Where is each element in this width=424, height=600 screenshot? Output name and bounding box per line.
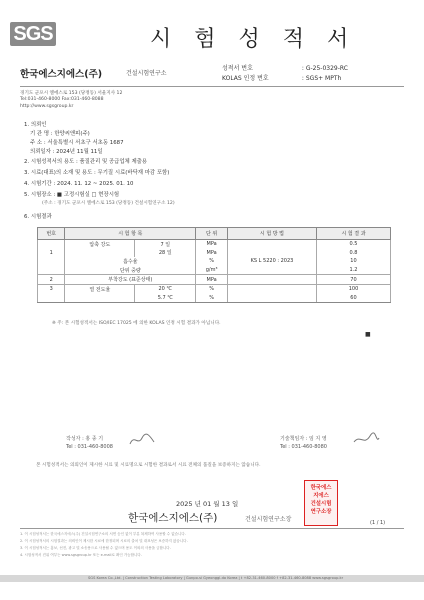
table-row	[38, 275, 391, 285]
row-result: 100	[316, 284, 390, 293]
row-item	[65, 249, 135, 258]
row-number	[38, 257, 65, 266]
end-mark: ■	[365, 331, 371, 338]
row-item: 흡수율	[65, 257, 196, 266]
row-method	[227, 249, 316, 258]
footer-line: 1. 이 시험성적서는 한국에스지에스(주) 건설시험연구소의 서면 승인 없이 부분 복제하여 사용할 수 없습니다.	[20, 532, 186, 536]
address-line: 경기도 군포시 엘에스로 153 (당정동) 서울지사 12	[20, 91, 123, 96]
issuer-subtitle: 건설시험연구소장	[245, 516, 292, 523]
approver-signature	[352, 432, 380, 448]
accreditation-value: SGS+ MPTh	[305, 75, 342, 82]
client-name-row: 기 관 명 : 한양씨앤피(주)	[30, 131, 90, 137]
accreditation-label: KOLAS 인정 번호	[222, 75, 269, 82]
row-result: 0.8	[316, 249, 390, 258]
row-number: 3	[38, 284, 65, 293]
client-name: 한양씨앤피(주)	[54, 131, 90, 137]
row-number	[38, 294, 65, 303]
page-number: (1 / 1)	[370, 520, 386, 526]
client-address: 서울특별시 서초구 서초동 1687	[47, 140, 124, 146]
row-item: 부착강도 (표준상태)	[65, 275, 196, 285]
row-unit: g/m³	[196, 266, 228, 275]
row-item: 열 전도율	[65, 284, 135, 293]
row-subitem: 28 일	[135, 249, 196, 258]
header-method: 시 험 방 법	[227, 228, 316, 240]
report-number-value: G-25-0329-RC	[305, 65, 348, 72]
receipt-date: 2024년 11월 11일	[56, 149, 103, 155]
row-result: 10	[316, 257, 390, 266]
row-unit: MPa	[196, 275, 228, 285]
row-item: 압축 강도	[65, 240, 135, 249]
approver-tel: Tel : 031-460-8080	[280, 444, 327, 450]
confirm-text: 본 시험성적서는 의뢰인이 제시한 시료 및 시료명으로 시험한 결과로서 시료 전체의 품질을 보증하지는 않습니다.	[36, 463, 261, 468]
accreditation-row: KOLAS 인정 번호 : SGS+ MPTh	[222, 75, 342, 82]
writer-signature	[128, 432, 156, 448]
row-number	[38, 266, 65, 275]
test-location-note: (주소 : 경기도 군포시 엘에스로 153 (당정동) 건설시험연구소 12)	[42, 201, 175, 206]
issuer-name: 한국에스지에스(주)	[128, 512, 218, 524]
section-client-title: 1. 의뢰인	[24, 122, 47, 128]
company-name: 한국에스지에스(주)	[20, 69, 103, 80]
footer-line: 3. 이 시험성적서는 홍보, 선전, 광고 및 소송용으로 사용될 수 없으며 용도 이외의 사용을 금합니다.	[20, 546, 171, 550]
row-method: KS L 5220 : 2023	[227, 257, 316, 266]
report-number-label: 성적서 번호	[222, 65, 253, 72]
section-purpose: 2. 시험성적서의 용도 : 품질관리 및 공급업체 제출용	[24, 159, 148, 165]
sgs-logo: SGS	[10, 22, 56, 46]
footer-line: 2. 이 시험성적서의 시험결과는 의뢰인이 제시한 시료에 한정되며 시료의 출처 및 대표성은 보증하지 않습니다.	[20, 539, 188, 543]
table-row	[38, 249, 391, 258]
row-method	[227, 294, 316, 303]
row-number: 1	[38, 249, 65, 258]
header-unit: 단 위	[196, 228, 228, 240]
header-test-item: 시 험 항 목	[65, 228, 196, 240]
row-unit: MPa	[196, 249, 228, 258]
row-method	[227, 275, 316, 285]
contact-line: Tel:031-460-8000 Fax:031-460-8088	[20, 97, 104, 102]
row-number	[38, 240, 65, 249]
row-result: 70	[316, 275, 390, 285]
section-test-location: 5. 시험장소 : ■ 고정시험실 □ 현장시험	[24, 192, 120, 198]
issue-date: 2025 년 01 월 13 일	[176, 500, 239, 508]
section-sample: 3. 시료(대표)의 소재 및 용도 : 무기질 시료(바닥재 마감 포함)	[24, 170, 170, 176]
table-row	[38, 294, 391, 303]
divider	[20, 86, 404, 87]
section-test-period: 4. 시험기간 : 2024. 11. 12 ~ 2025. 01. 10	[24, 181, 134, 187]
company-subtitle: 건설시험연구소	[126, 70, 167, 77]
row-result: 1.2	[316, 266, 390, 275]
website-line: http://www.sgsgroup.kr	[20, 104, 74, 109]
row-subitem: 5.7 ℃	[135, 294, 196, 303]
table-header-row	[38, 228, 391, 240]
writer-label: 작성자 : 홍 종 기	[66, 436, 104, 442]
row-unit: %	[196, 284, 228, 293]
writer-tel: Tel : 031-460-8008	[66, 444, 113, 450]
page-title: 시 험 성 적 서	[150, 27, 357, 52]
results-table	[37, 227, 391, 303]
row-result: 0.5	[316, 240, 390, 249]
row-unit: MPa	[196, 240, 228, 249]
row-number: 2	[38, 275, 65, 285]
row-method	[227, 240, 316, 249]
table-row	[38, 240, 391, 249]
row-item	[65, 294, 135, 303]
client-address-row: 주 소 : 서울특별시 서초구 서초동 1687	[30, 140, 124, 146]
bottom-bar-text: SGS Korea Co.,Ltd. | Construction Testing Laboratory | Gunpo-si Gyeonggi-do Korea | t +82-31-460-8000 f +82-31-460-8088 www.sgsgroup.kr	[88, 576, 344, 580]
row-subitem: 7 일	[135, 240, 196, 249]
official-stamp: 한국에스 지에스 건설시험 연구소장	[304, 480, 338, 526]
header-result: 시 험 결 과	[316, 228, 390, 240]
footer-line: 4. 시험성적서 진위 여부는 www.sgsgroup.kr 또는 e-mail로 확인 가능합니다.	[20, 553, 142, 557]
section-results-title: 6. 시험결과	[24, 214, 52, 220]
row-unit: %	[196, 294, 228, 303]
row-item: 단위 중량	[65, 266, 196, 275]
row-method	[227, 266, 316, 275]
row-subitem: 20 ℃	[135, 284, 196, 293]
footer-divider	[20, 528, 404, 529]
header-number: 번호	[38, 228, 65, 240]
row-unit: %	[196, 257, 228, 266]
table-row	[38, 284, 391, 293]
table-row	[38, 257, 391, 266]
row-method	[227, 284, 316, 293]
receipt-date-row: 의뢰일자 : 2024년 11월 11일	[30, 149, 103, 155]
row-result: 60	[316, 294, 390, 303]
table-note: ※ 주: 본 시험성적서는 ISO/IEC 17025 에 의한 KOLAS 인정 시험 결과가 아닙니다.	[52, 321, 221, 326]
report-number-row: 성적서 번호 : G-25-0329-RC	[222, 65, 348, 72]
table-row	[38, 266, 391, 275]
approver-label: 기술책임자 : 임 지 영	[280, 436, 327, 442]
